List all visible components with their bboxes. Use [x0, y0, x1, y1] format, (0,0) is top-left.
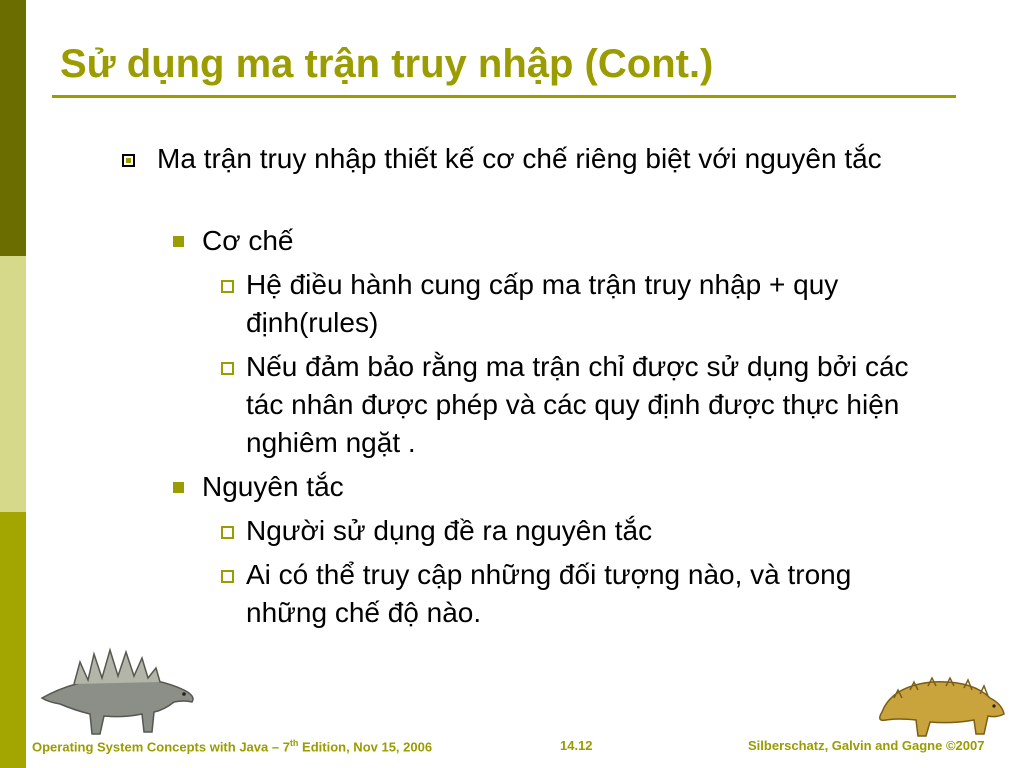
- bullet-filled-icon: [173, 482, 184, 493]
- sidebar-stripe: [0, 0, 26, 768]
- slide-title: Sử dụng ma trận truy nhập (Cont.): [60, 42, 714, 86]
- bullet-square-icon: [122, 154, 135, 167]
- footer-left-sup: th: [289, 738, 299, 748]
- bullet-text: Ai có thể truy cập những đối tượng nào, và trong những chế độ nào.: [246, 559, 852, 628]
- bullet-text: Người sử dụng đề ra nguyên tắc: [246, 515, 653, 546]
- sidebar-block-mid: [0, 512, 26, 768]
- stegosaurus-icon: [34, 640, 204, 740]
- ankylosaurus-icon: [872, 668, 1012, 742]
- footer-page-number: 14.12: [560, 738, 593, 753]
- bullet-text: Nếu đảm bảo rằng ma trận chỉ được sử dụng bởi các tác nhân được phép và các quy định được thực hiện nghiêm ngặt .: [246, 351, 909, 458]
- footer-left-suffix: Edition, Nov 15, 2006: [298, 739, 433, 755]
- sidebar-block-dark: [0, 0, 26, 256]
- title-underline: [52, 95, 956, 98]
- bullet-hollow-icon: [221, 280, 234, 293]
- bullet-text: Cơ chế: [202, 225, 294, 256]
- footer-course-info: [32, 738, 432, 754]
- bullet-hollow-icon: [221, 570, 234, 583]
- bullet-text: Ma trận truy nhập thiết kế cơ chế riêng biệt với nguyên tắc: [157, 143, 882, 174]
- footer-copyright: Silberschatz, Galvin and Gagne ©2007: [748, 738, 985, 753]
- bullet-hollow-icon: [221, 362, 234, 375]
- bullet-hollow-icon: [221, 526, 234, 539]
- bullet-text: Nguyên tắc: [202, 471, 344, 502]
- sidebar-block-light: [0, 256, 26, 512]
- footer-left-prefix: Operating System Concepts with Java – 7: [32, 739, 290, 755]
- bullet-text: Hệ điều hành cung cấp ma trận truy nhập + quy định(rules): [246, 269, 839, 338]
- bullet-filled-icon: [173, 236, 184, 247]
